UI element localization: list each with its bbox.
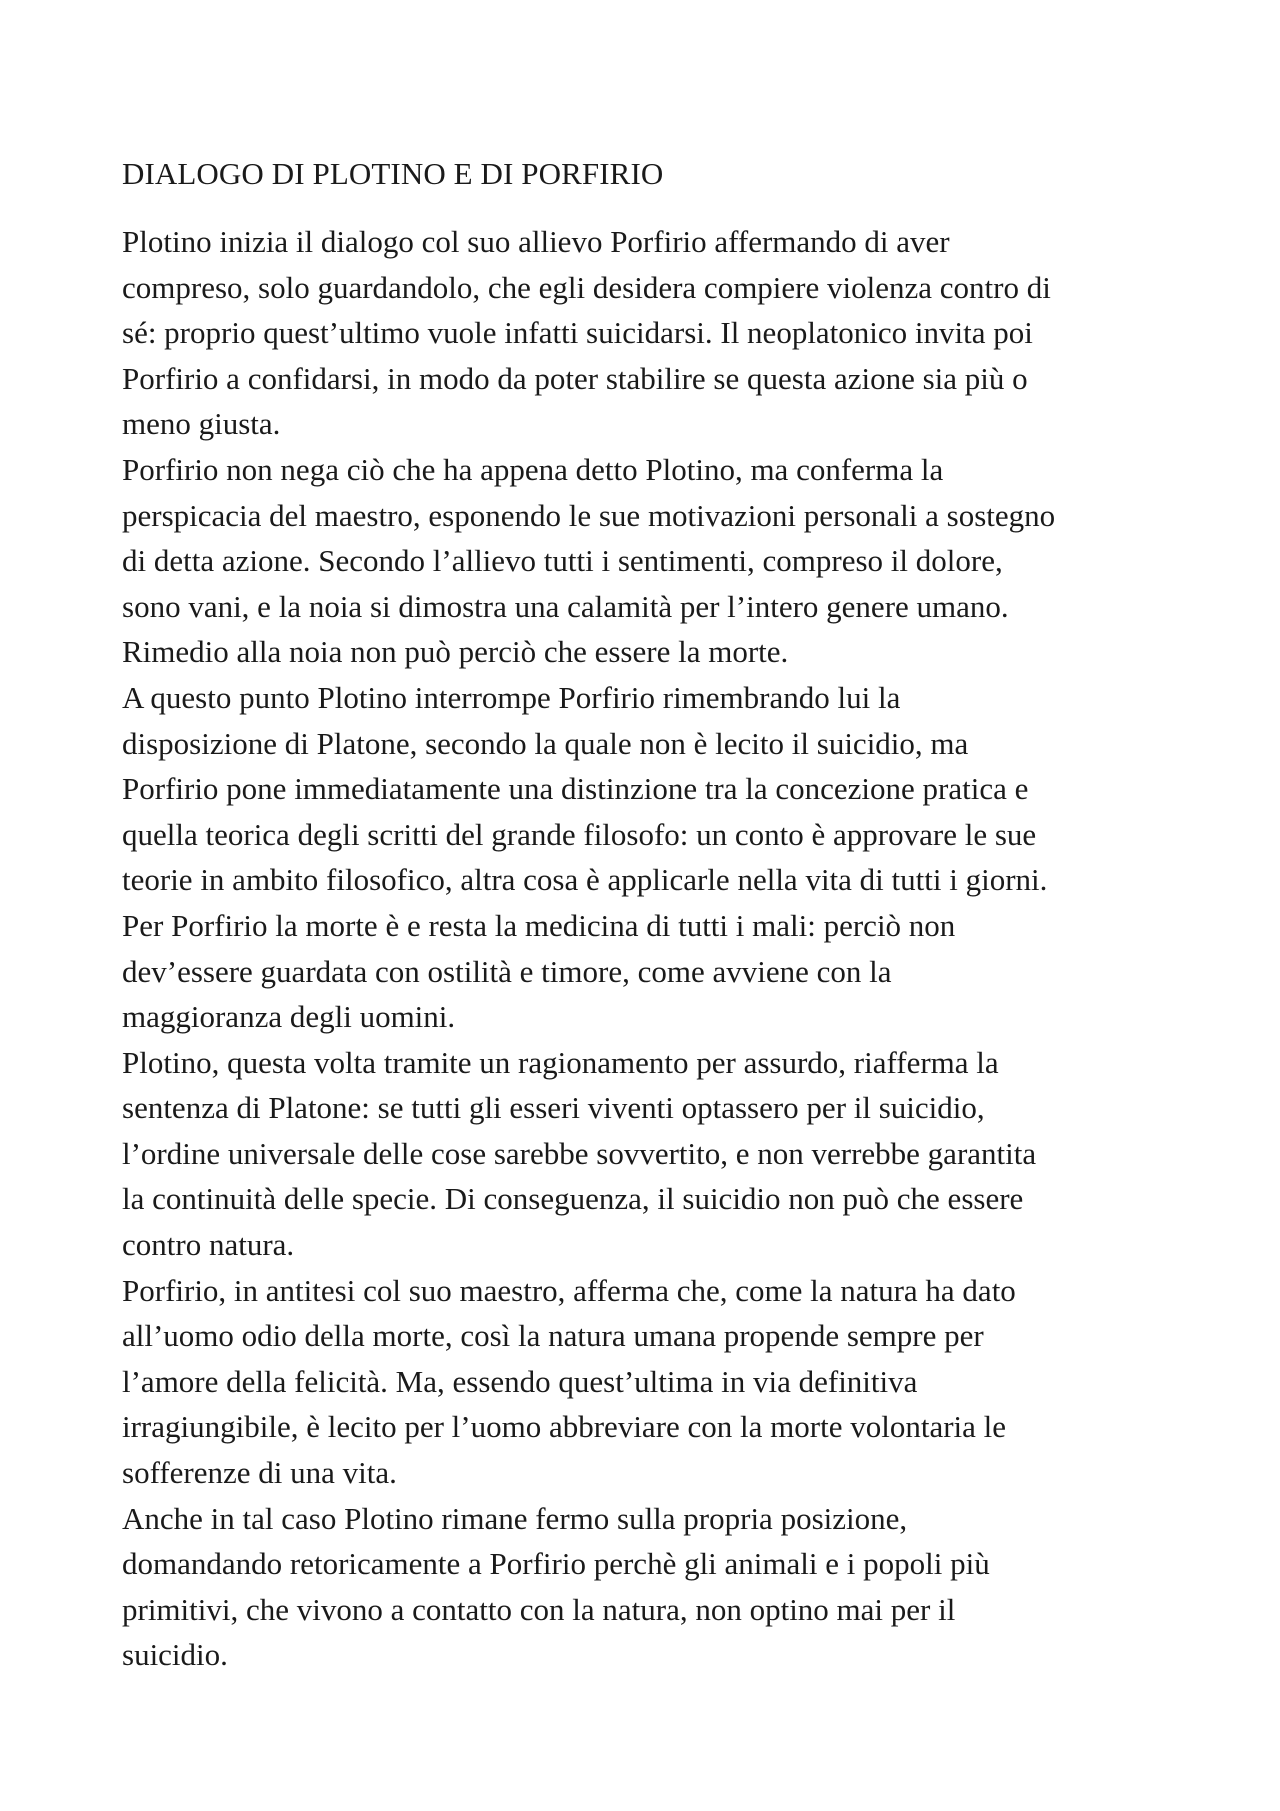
text-line: meno giusta. <box>122 406 281 442</box>
text-line: quella teorica degli scritti del grande filosofo: un conto è approvare le sue <box>122 816 1037 852</box>
text-line: sofferenze di una vita. <box>122 1455 397 1491</box>
text-line: Porfirio pone immediatamente una distinzione tra la concezione pratica e <box>122 771 1029 807</box>
text-line: maggioranza degli uomini. <box>122 999 456 1035</box>
text-line: teorie in ambito filosofico, altra cosa è applicarle nella vita di tutti i giorni. <box>122 862 1048 898</box>
text-line: dev’essere guardata con ostilità e timore, come avviene con la <box>122 953 892 989</box>
text-line: disposizione di Platone, secondo la quale non è lecito il suicidio, ma <box>122 725 969 761</box>
text-line: A questo punto Plotino interrompe Porfirio rimembrando lui la <box>122 679 901 715</box>
text-line: Porfirio, in antitesi col suo maestro, afferma che, come la natura ha dato <box>122 1272 1016 1308</box>
text-line: Rimedio alla noia non può perciò che essere la morte. <box>122 634 789 670</box>
text-line: contro natura. <box>122 1227 295 1263</box>
text-line: perspicacia del maestro, esponendo le sue motivazioni personali a sostegno <box>122 497 1056 533</box>
document-title: DIALOGO DI PLOTINO E DI PORFIRIO <box>122 156 664 191</box>
text-line: compreso, solo guardandolo, che egli desidera compiere violenza contro di <box>122 269 1051 305</box>
text-line: sono vani, e la noia si dimostra una calamità per l’intero genere umano. <box>122 588 1009 624</box>
text-line: Plotino inizia il dialogo col suo allievo Porfirio affermando di aver <box>122 224 950 259</box>
text-line: l’ordine universale delle cose sarebbe sovvertito, e non verrebbe garantita <box>122 1135 1037 1171</box>
text-line: irragiungibile, è lecito per l’uomo abbreviare con la morte volontaria le <box>122 1409 1007 1445</box>
text-line: Porfirio non nega ciò che ha appena detto Plotino, ma conferma la <box>122 451 944 487</box>
text-line: Plotino, questa volta tramite un ragionamento per assurdo, riafferma la <box>122 1044 999 1080</box>
text-line: Per Porfirio la morte è e resta la medicina di tutti i mali: perciò non <box>122 907 956 943</box>
text-line: Anche in tal caso Plotino rimane fermo sulla propria posizione, <box>122 1500 908 1536</box>
text-line: domandando retoricamente a Porfirio perchè gli animali e i popoli più <box>122 1546 990 1582</box>
text-line: l’amore della felicità. Ma, essendo quest’ultima in via definitiva <box>122 1363 918 1399</box>
text-line: la continuità delle specie. Di conseguenza, il suicidio non può che essere <box>122 1181 1024 1217</box>
document-body <box>122 219 1202 1678</box>
text-line: all’uomo odio della morte, così la natura umana propende sempre per <box>122 1318 984 1354</box>
text-line: sentenza di Platone: se tutti gli esseri viventi optassero per il suicidio, <box>122 1090 985 1126</box>
text-line: Porfirio a confidarsi, in modo da poter stabilire se questa azione sia più o <box>122 360 1028 396</box>
text-line: di detta azione. Secondo l’allievo tutti i sentimenti, compreso il dolore, <box>122 543 1003 579</box>
text-line: sé: proprio quest’ultimo vuole infatti suicidarsi. Il neoplatonico invita poi <box>122 315 1033 351</box>
text-line: primitivi, che vivono a contatto con la natura, non optino mai per il <box>122 1591 956 1627</box>
text-line: suicidio. <box>122 1637 228 1673</box>
